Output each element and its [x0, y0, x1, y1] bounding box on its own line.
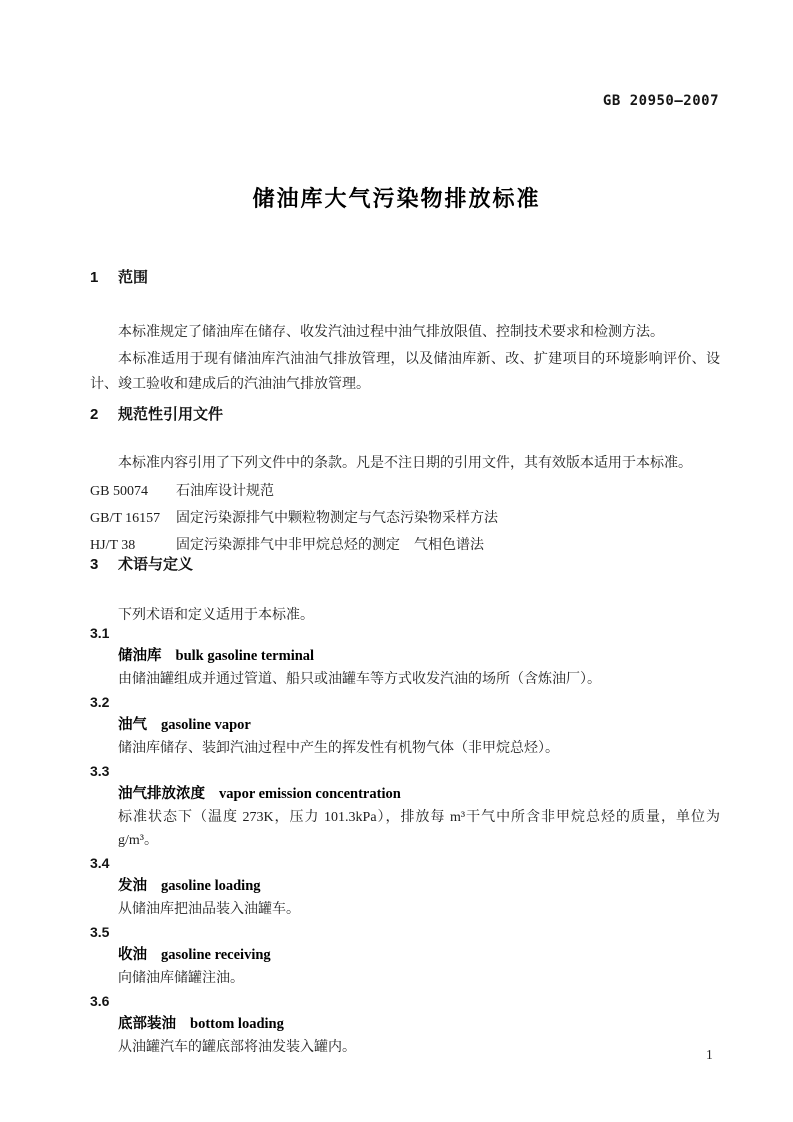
reference-item: [90, 478, 720, 505]
term-name-en: bulk gasoline terminal: [175, 648, 315, 664]
document-body: [90, 262, 720, 1059]
term-name-en: vapor emission concentration: [219, 786, 401, 802]
term-clause-number: 3.6: [90, 993, 110, 1009]
term-name-cn: 油气: [118, 717, 147, 733]
reference-code: HJ/T 38: [90, 538, 136, 553]
term-name-line: [90, 645, 720, 668]
reference-code: GB/T 16157: [90, 511, 161, 526]
term-3-4: [90, 852, 720, 921]
term-3-6: [90, 990, 720, 1059]
term-name-line: [90, 714, 720, 737]
term-3-1: [90, 622, 720, 691]
term-name-en: bottom loading: [190, 1016, 284, 1032]
term-definition: 储油库储存、装卸汽油过程中产生的挥发性有机物气体（非甲烷总烃）。: [118, 741, 559, 756]
section-3-number: 3: [90, 556, 99, 573]
document-title: 储油库大气污染物排放标准: [252, 186, 541, 211]
section-1-title: 范围: [118, 269, 149, 286]
term-clause-number: 3.4: [90, 855, 110, 871]
term-name-line: [90, 944, 720, 967]
standard-number: GB 20950—2007: [602, 93, 719, 109]
term-clause-number: 3.2: [90, 694, 110, 710]
section-2-number: 2: [90, 406, 99, 423]
term-name-cn: 收油: [118, 947, 147, 963]
term-name-line: [90, 783, 720, 806]
term-3-3: [90, 760, 720, 852]
section-3-title: 术语与定义: [118, 556, 194, 573]
reference-title: 固定污染源排气中非甲烷总烃的测定 气相色谱法: [176, 538, 484, 553]
term-clause-number: 3.1: [90, 625, 110, 641]
reference-title: 固定污染源排气中颗粒物测定与气态污染物采样方法: [176, 511, 498, 526]
term-name-cn: 油气排放浓度: [118, 786, 205, 802]
term-definition: 从油罐汽车的罐底部将油发装入罐内。: [118, 1040, 356, 1055]
term-name-en: gasoline loading: [161, 878, 261, 894]
section-2-title: 规范性引用文件: [118, 406, 224, 423]
reference-list: [90, 478, 720, 559]
terms-list: [90, 622, 720, 1059]
term-clause-number: 3.3: [90, 763, 110, 779]
section-1-heading: [90, 268, 720, 288]
term-definition: 向储油库储罐注油。: [118, 971, 244, 986]
term-name-line: [90, 1013, 720, 1036]
term-definition: 从储油库把油品装入油罐车。: [118, 902, 300, 917]
reference-code: GB 50074: [90, 484, 148, 499]
term-definition: 由储油罐组成并通过管道、船只或油罐车等方式收发汽油的场所（含炼油厂）。: [118, 672, 601, 687]
term-name-cn: 储油库: [118, 648, 162, 664]
term-name-line: [90, 875, 720, 898]
section-2-heading: [90, 405, 720, 425]
section-1-paragraph-2: 本标准适用于现有储油库汽油油气排放管理，以及储油库新、改、扩建项目的环境影响评价、设计、竣工验收和建成后的汽油油气排放管理。: [90, 352, 720, 392]
term-definition: 标准状态下（温度 273K，压力 101.3kPa），排放每 m³干气中所含非甲烷总烃的质量，单位为 g/m³。: [118, 810, 720, 848]
term-name-cn: 发油: [118, 878, 147, 894]
page-number: 1: [706, 1047, 713, 1062]
term-3-2: [90, 691, 720, 760]
section-1-paragraph-1: 本标准规定了储油库在储存、收发汽油过程中油气排放限值、控制技术要求和检测方法。: [118, 325, 664, 340]
section-3-intro: 下列术语和定义适用于本标准。: [118, 608, 314, 623]
reference-title: 石油库设计规范: [176, 484, 274, 499]
section-2-paragraph-1: 本标准内容引用了下列文件中的条款。凡是不注日期的引用文件，其有效版本适用于本标准。: [118, 456, 692, 471]
term-3-5: [90, 921, 720, 990]
term-name-cn: 底部装油: [118, 1016, 176, 1032]
term-name-en: gasoline vapor: [161, 717, 251, 733]
section-1-number: 1: [90, 269, 99, 286]
reference-item: [90, 505, 720, 532]
term-name-en: gasoline receiving: [161, 947, 271, 963]
term-clause-number: 3.5: [90, 924, 110, 940]
